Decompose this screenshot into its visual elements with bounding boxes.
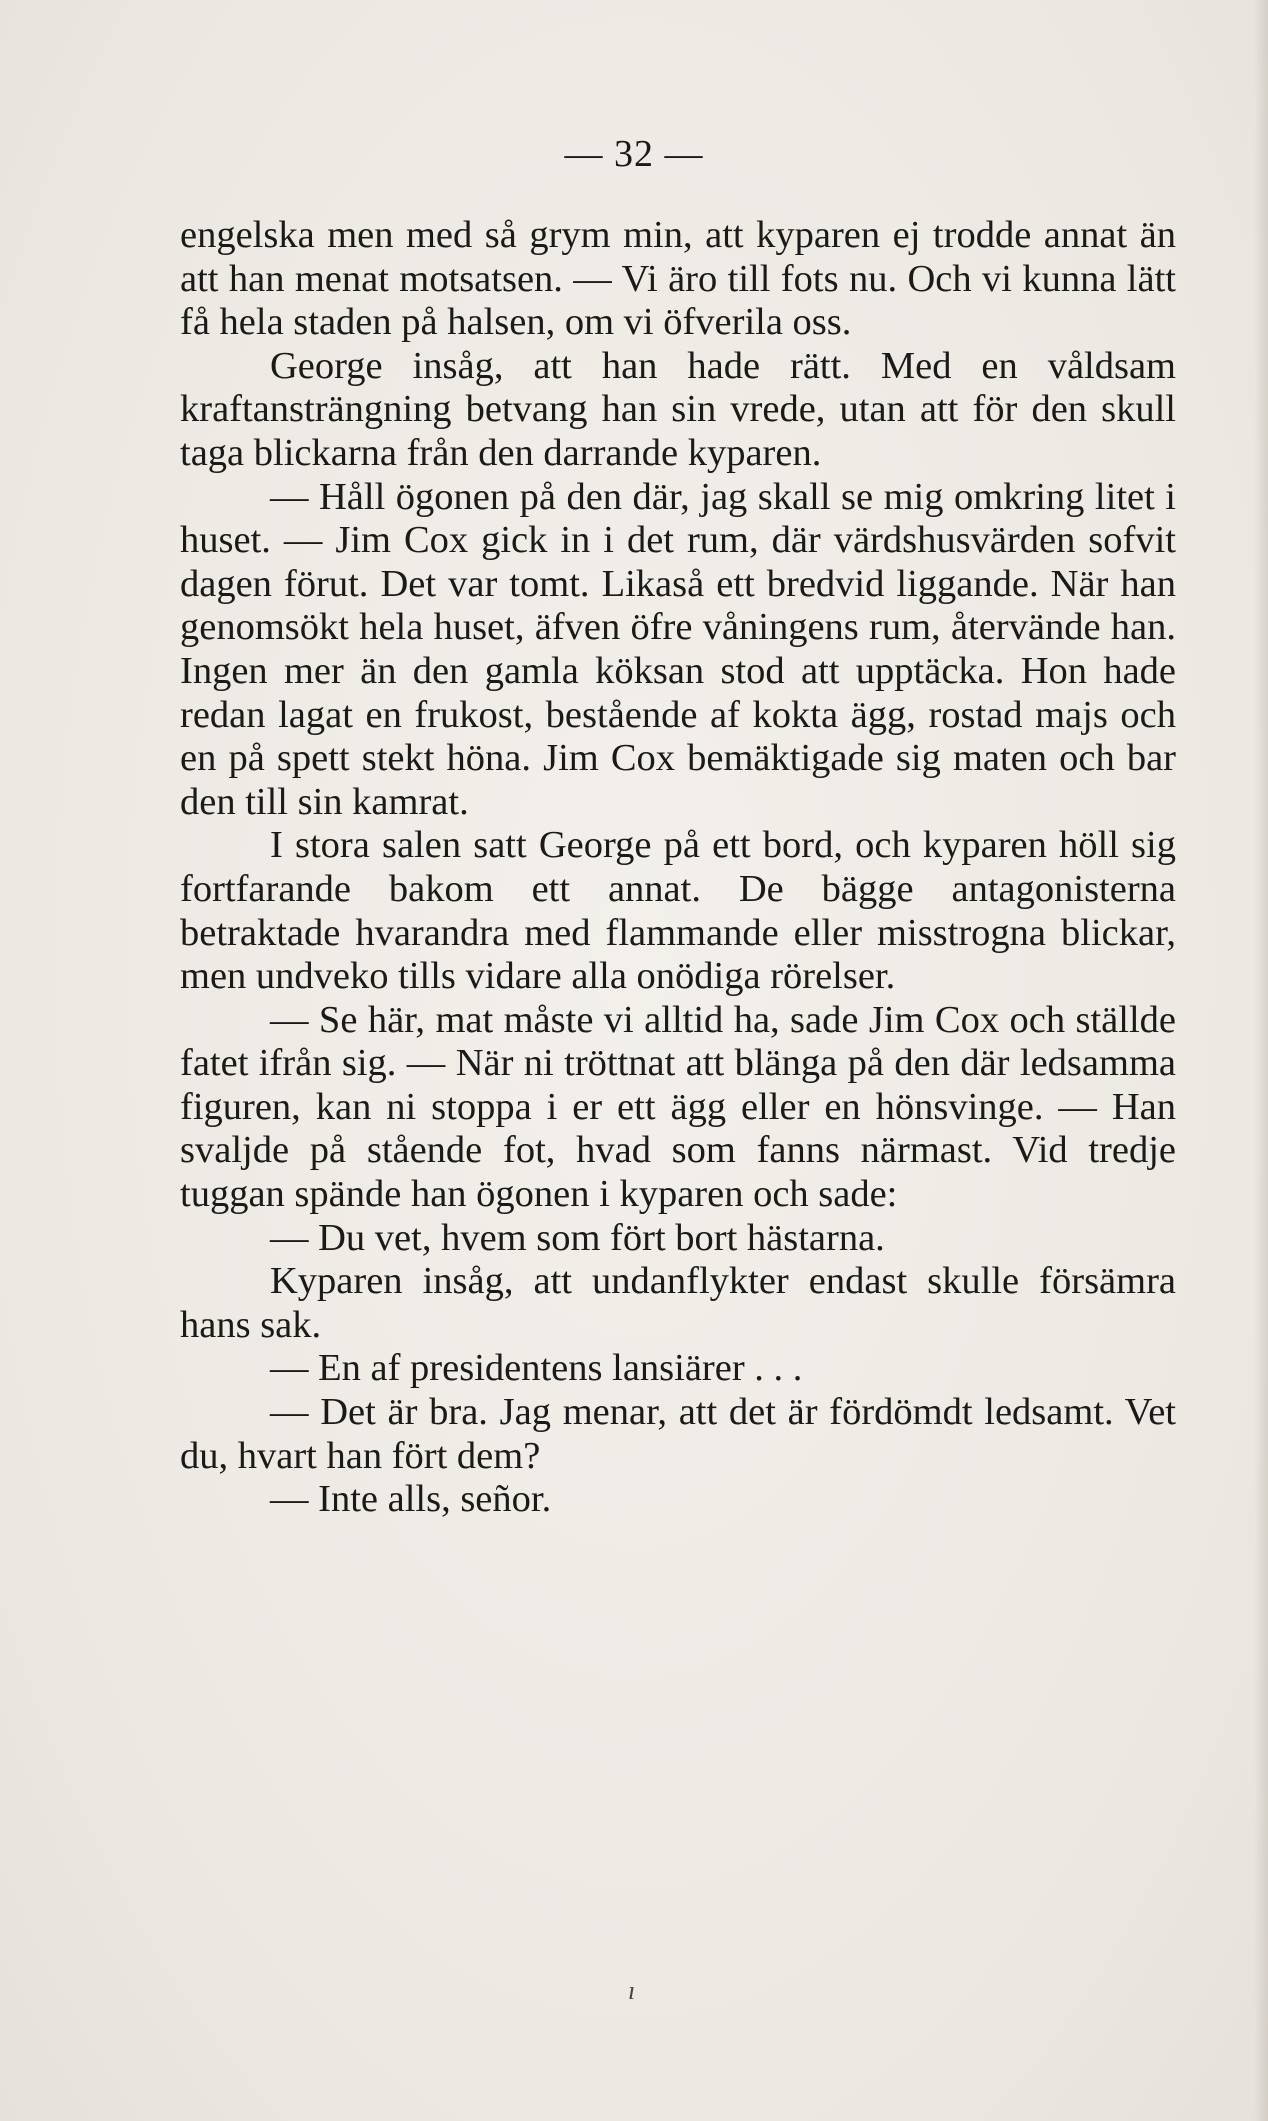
printer-mark: ı — [628, 1976, 636, 2005]
paragraph: engelska men med så grym min, att kyparen ej trodde annat än att han menat motsatsen. — Vi äro till fots nu. Och vi kunna lätt få hela staden på halsen, om vi öfverila oss. — [180, 214, 1176, 344]
paragraph: I stora salen satt George på ett bord, och kyparen höll sig fortfarande bakom ett annat. De bägge antagonisterna betraktade hvarandra med flammande eller misstrogna blickar, men undveko tills vidare alla onödiga rörelser. — [180, 824, 1176, 998]
paragraph: — En af presidentens lansiärer . . . — [270, 1347, 803, 1390]
body-text — [180, 214, 1176, 1522]
paragraph: — Det är bra. Jag menar, att det är fördömdt ledsamt. Vet du, hvart han fört dem? — [180, 1391, 1176, 1477]
paragraph: Kyparen insåg, att undanflykter endast skulle försämra hans sak. — [180, 1260, 1176, 1346]
paragraph: — Håll ögonen på den där, jag skall se mig omkring litet i huset. — Jim Cox gick in i det rum, där värdshusvärden sofvit dagen förut. Det var tomt. Likaså ett bredvid liggande. När han genomsökt hela huset, äfven öfre våningens rum, återvände han. Ingen mer än den gamla köksan stod att upptäcka. Hon hade redan lagat en frukost, bestående af kokta ägg, rostad majs och en på spett stekt höna. Jim Cox bemäktigade sig maten och bar den till sin kamrat. — [180, 475, 1176, 823]
paragraph: — Se här, mat måste vi alltid ha, sade Jim Cox och ställde fatet ifrån sig. — När ni tröttnat att blänga på den där ledsamma figuren, kan ni stoppa i er ett ägg eller en hönsvinge. — Han svaljde på stående fot, hvad som fanns närmast. Vid tredje tuggan spände han ögonen i kyparen och sade: — [180, 998, 1176, 1216]
paragraph: — Du vet, hvem som fört bort hästarna. — [270, 1216, 885, 1259]
paragraph: — Inte alls, señor. — [270, 1478, 552, 1521]
paragraph: George insåg, att han hade rätt. Med en våldsam kraftansträngning betvang han sin vrede, utan att för den skull taga blickarna från den darrande kyparen. — [180, 344, 1176, 474]
page-edge-shadow — [1254, 0, 1268, 2121]
page-number: — 32 — — [564, 133, 704, 175]
